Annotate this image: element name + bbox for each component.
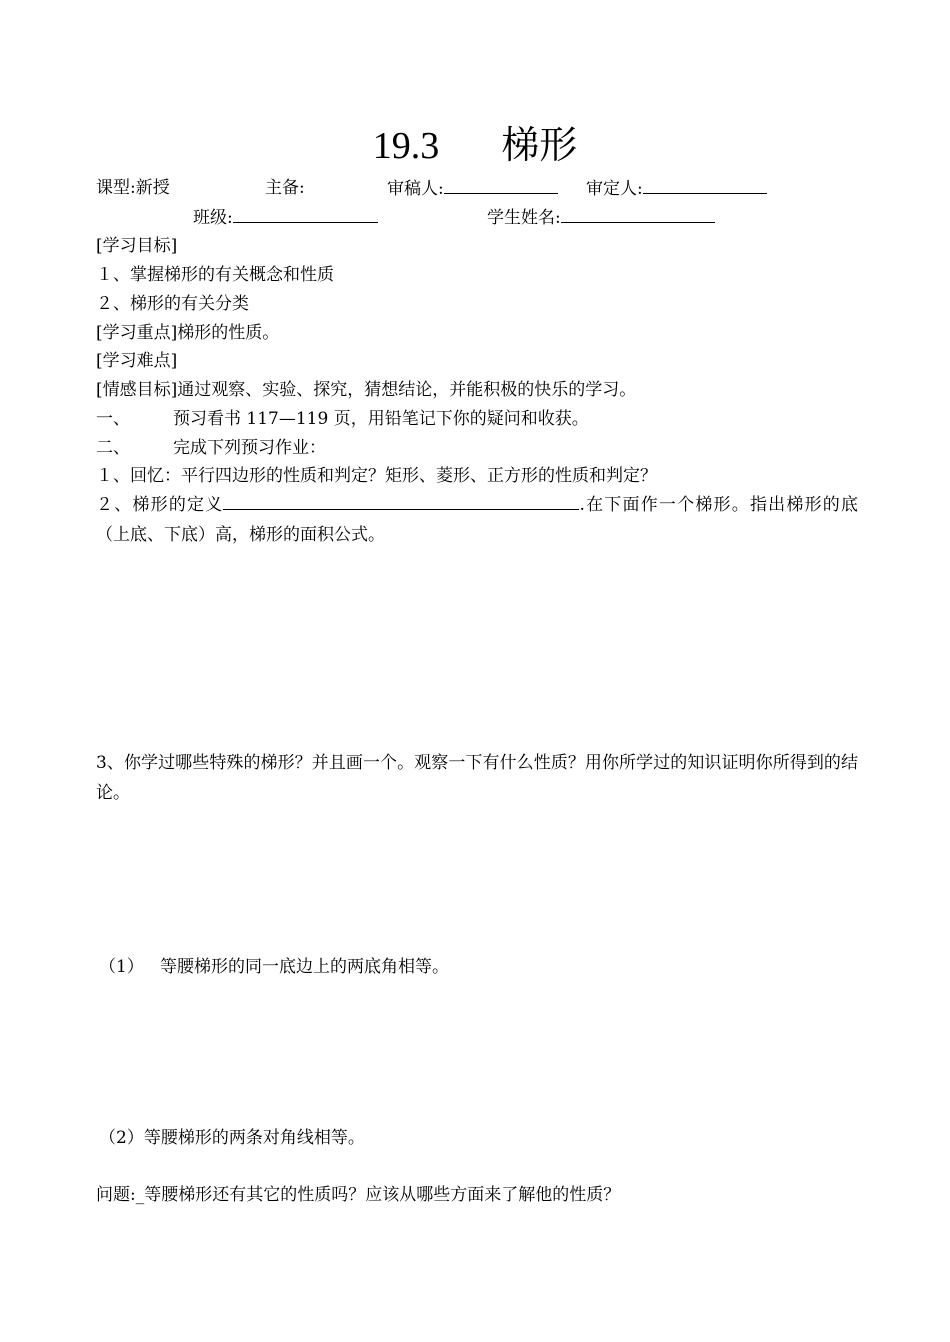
class-blank[interactable]	[233, 206, 378, 223]
reviewer-label: 审稿人:	[387, 179, 444, 199]
question-3: 3、你学过哪些特殊的梯形？并且画一个。观察一下有什么性质？用你所学过的知识证明你所得到的结论。	[96, 753, 858, 803]
title-number: 19.3	[372, 125, 440, 167]
page-title	[0, 122, 950, 169]
approver-label: 审定人:	[586, 179, 643, 199]
course-type: 课型:新授	[96, 178, 170, 198]
step-1-text: 预习看书 117—119 页，用铅笔记下你的疑问和收获。	[173, 409, 589, 429]
question-2-prefix: ２、梯形的定义	[96, 495, 224, 515]
reviewer-blank[interactable]	[444, 177, 558, 194]
property-2: （2）等腰梯形的两条对角线相等。	[99, 1128, 365, 1148]
class-field[interactable]	[193, 206, 378, 229]
difficulties: [学习难点]	[96, 351, 178, 371]
student-name-field[interactable]	[487, 206, 715, 229]
title-text: 梯形	[501, 123, 578, 167]
goals-heading: [学习目标]	[96, 236, 178, 256]
goal-2: ２、梯形的有关分类	[96, 294, 249, 314]
key-points: [学习重点]梯形的性质。	[96, 323, 280, 343]
trapezoid-definition-blank[interactable]	[223, 493, 579, 510]
step-1-label: 一、	[96, 409, 130, 429]
step-2-text: 完成下列预习作业：	[173, 438, 326, 458]
question-1: １、回忆：平行四边形的性质和判定？矩形、菱形、正方形的性质和判定？	[96, 466, 657, 486]
student-name-label: 学生姓名:	[487, 208, 561, 228]
approver-field[interactable]	[586, 177, 767, 200]
question-2-suffix: .在下面作一个梯形。指出梯形的底（上底、下底）高，梯形的面积公式。	[96, 495, 859, 545]
property-1-label: （1）	[99, 957, 144, 977]
class-label: 班级:	[193, 208, 233, 228]
question-2	[96, 490, 858, 550]
emotional-goal: [情感目标]通过观察、实验、探究，猜想结论，并能积极的快乐的学习。	[96, 380, 637, 400]
lead-preparer: 主备:	[265, 178, 305, 198]
student-name-blank[interactable]	[561, 206, 715, 223]
goal-1: １、掌握梯形的有关概念和性质	[96, 265, 334, 285]
step-2-label: 二、	[96, 438, 130, 458]
reviewer-field[interactable]	[387, 177, 558, 200]
follow-up-question: 问题:_等腰梯形还有其它的性质吗？应该从哪些方面来了解他的性质？	[96, 1185, 621, 1205]
property-1-text: 等腰梯形的同一底边上的两底角相等。	[160, 957, 449, 977]
approver-blank[interactable]	[643, 177, 767, 194]
